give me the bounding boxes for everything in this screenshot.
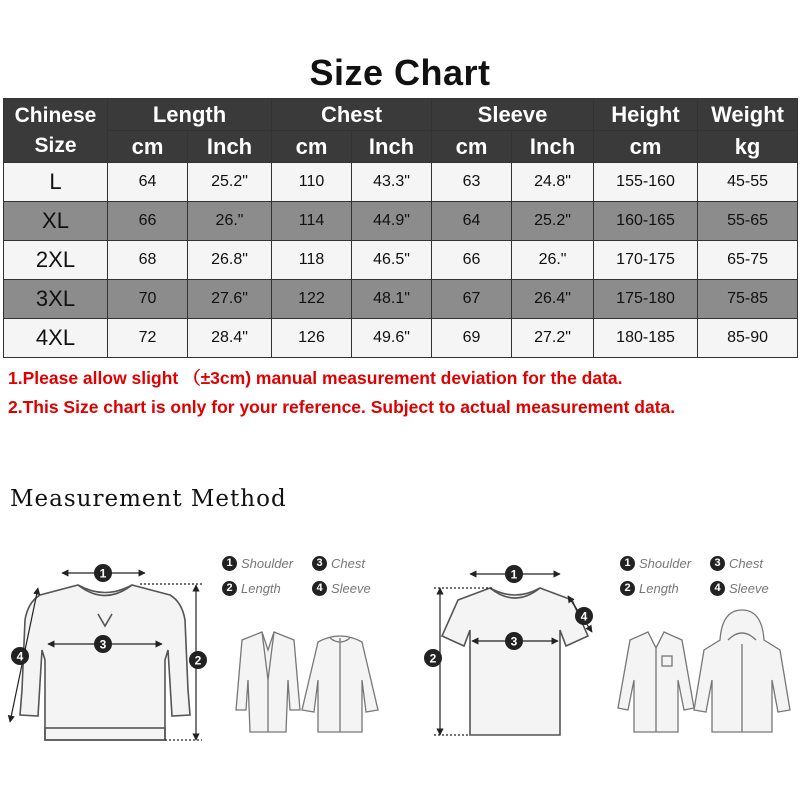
chest-cm-cell: 114 xyxy=(272,202,352,241)
page-title: Size Chart xyxy=(309,52,491,93)
legend-label: Chest xyxy=(729,556,763,571)
measurement-method-title: Measurement Method xyxy=(10,486,287,512)
header-sleeve: Sleeve xyxy=(432,99,594,131)
marker-badge: 1 xyxy=(222,556,237,571)
weight-cell: 65-75 xyxy=(698,241,798,280)
chest-cm-cell: 122 xyxy=(272,280,352,319)
unit-length-cm: cm xyxy=(108,131,188,163)
chest-inch-cell: 49.6" xyxy=(352,319,432,358)
length-inch-cell: 26." xyxy=(188,202,272,241)
marker-badge: 3 xyxy=(710,556,725,571)
length-cm-cell: 68 xyxy=(108,241,188,280)
size-cell: 2XL xyxy=(4,241,108,280)
marker-label: 1 xyxy=(99,566,107,581)
unit-chest-cm: cm xyxy=(272,131,352,163)
height-cell: 155-160 xyxy=(594,163,698,202)
unit-length-inch: Inch xyxy=(188,131,272,163)
sweatshirt-diagram xyxy=(20,585,190,740)
legend-label: Shoulder xyxy=(241,556,294,571)
length-cm-cell: 72 xyxy=(108,319,188,358)
length-cm-cell: 70 xyxy=(108,280,188,319)
length-inch-cell: 28.4" xyxy=(188,319,272,358)
header-height: Height xyxy=(594,99,698,131)
marker-label: 2 xyxy=(429,651,437,666)
size-cell: L xyxy=(4,163,108,202)
tshirt-icon xyxy=(442,588,588,735)
sleeve-inch-cell: 25.2" xyxy=(512,202,594,241)
table-row xyxy=(4,280,798,319)
legend-label: Sleeve xyxy=(331,581,371,596)
length-inch-cell: 25.2" xyxy=(188,163,272,202)
hoodie-icon xyxy=(694,610,790,732)
header-size-line2: Size xyxy=(34,133,77,157)
unit-sleeve-inch: Inch xyxy=(512,131,594,163)
measurement-illustrations xyxy=(0,540,800,800)
marker-badge: 3 xyxy=(312,556,327,571)
note-reference: 2.This Size chart is only for your reference. Subject to actual measurement data. xyxy=(8,397,676,417)
chest-cm-cell: 118 xyxy=(272,241,352,280)
sweatshirt-icon xyxy=(20,585,190,740)
weight-cell: 85-90 xyxy=(698,319,798,358)
marker-label: 1 xyxy=(510,567,518,582)
length-cm-cell: 64 xyxy=(108,163,188,202)
legend-label: Length xyxy=(241,581,281,596)
header-length: Length xyxy=(108,99,272,131)
sleeve-inch-cell: 27.2" xyxy=(512,319,594,358)
table-row xyxy=(4,163,798,202)
marker-label: 3 xyxy=(99,637,107,652)
legend-label: Sleeve xyxy=(729,581,769,596)
marker-badge: 2 xyxy=(222,581,237,596)
header-chinese-size xyxy=(4,99,108,163)
marker-badge: 2 xyxy=(620,581,635,596)
unit-height-cm: cm xyxy=(594,131,698,163)
sleeve-cm-cell: 66 xyxy=(432,241,512,280)
chest-cm-cell: 110 xyxy=(272,163,352,202)
header-chest: Chest xyxy=(272,99,432,131)
header-weight: Weight xyxy=(698,99,798,131)
weight-cell: 45-55 xyxy=(698,163,798,202)
height-cell: 160-165 xyxy=(594,202,698,241)
size-cell: 4XL xyxy=(4,319,108,358)
height-cell: 170-175 xyxy=(594,241,698,280)
marker-label: 4 xyxy=(580,609,588,624)
length-inch-cell: 26.8" xyxy=(188,241,272,280)
chest-inch-cell: 44.9" xyxy=(352,202,432,241)
tshirt-diagram xyxy=(442,588,588,735)
height-cell: 175-180 xyxy=(594,280,698,319)
jacket-icon xyxy=(302,636,378,732)
table-row xyxy=(4,241,798,280)
size-chart-table xyxy=(3,98,798,358)
legend-label: Shoulder xyxy=(639,556,692,571)
sleeve-cm-cell: 63 xyxy=(432,163,512,202)
height-cell: 180-185 xyxy=(594,319,698,358)
sleeve-inch-cell: 26." xyxy=(512,241,594,280)
unit-weight-kg: kg xyxy=(698,131,798,163)
table-row xyxy=(4,202,798,241)
length-cm-cell: 66 xyxy=(108,202,188,241)
blazer-icon xyxy=(236,632,300,732)
marker-badge: 1 xyxy=(620,556,635,571)
marker-label: 2 xyxy=(194,653,202,668)
length-inch-cell: 27.6" xyxy=(188,280,272,319)
chest-inch-cell: 48.1" xyxy=(352,280,432,319)
unit-sleeve-cm: cm xyxy=(432,131,512,163)
marker-badge: 4 xyxy=(710,581,725,596)
shirt-icon xyxy=(618,632,694,732)
weight-cell: 75-85 xyxy=(698,280,798,319)
chest-inch-cell: 46.5" xyxy=(352,241,432,280)
marker-badge: 4 xyxy=(312,581,327,596)
notes xyxy=(8,364,798,422)
sleeve-cm-cell: 67 xyxy=(432,280,512,319)
chest-inch-cell: 43.3" xyxy=(352,163,432,202)
size-cell: 3XL xyxy=(4,280,108,319)
marker-label: 3 xyxy=(510,634,518,649)
sleeve-cm-cell: 64 xyxy=(432,202,512,241)
weight-cell: 55-65 xyxy=(698,202,798,241)
table-row xyxy=(4,319,798,358)
unit-chest-inch: Inch xyxy=(352,131,432,163)
legend-label: Chest xyxy=(331,556,365,571)
marker-label: 4 xyxy=(16,649,24,664)
header-size-line1: Chinese xyxy=(14,103,97,127)
size-cell: XL xyxy=(4,202,108,241)
chest-cm-cell: 126 xyxy=(272,319,352,358)
note-deviation: 1.Please allow slight （±3cm) manual measurement deviation for the data. xyxy=(8,368,623,388)
sleeve-cm-cell: 69 xyxy=(432,319,512,358)
legend-label: Length xyxy=(639,581,679,596)
sleeve-inch-cell: 24.8" xyxy=(512,163,594,202)
sleeve-inch-cell: 26.4" xyxy=(512,280,594,319)
